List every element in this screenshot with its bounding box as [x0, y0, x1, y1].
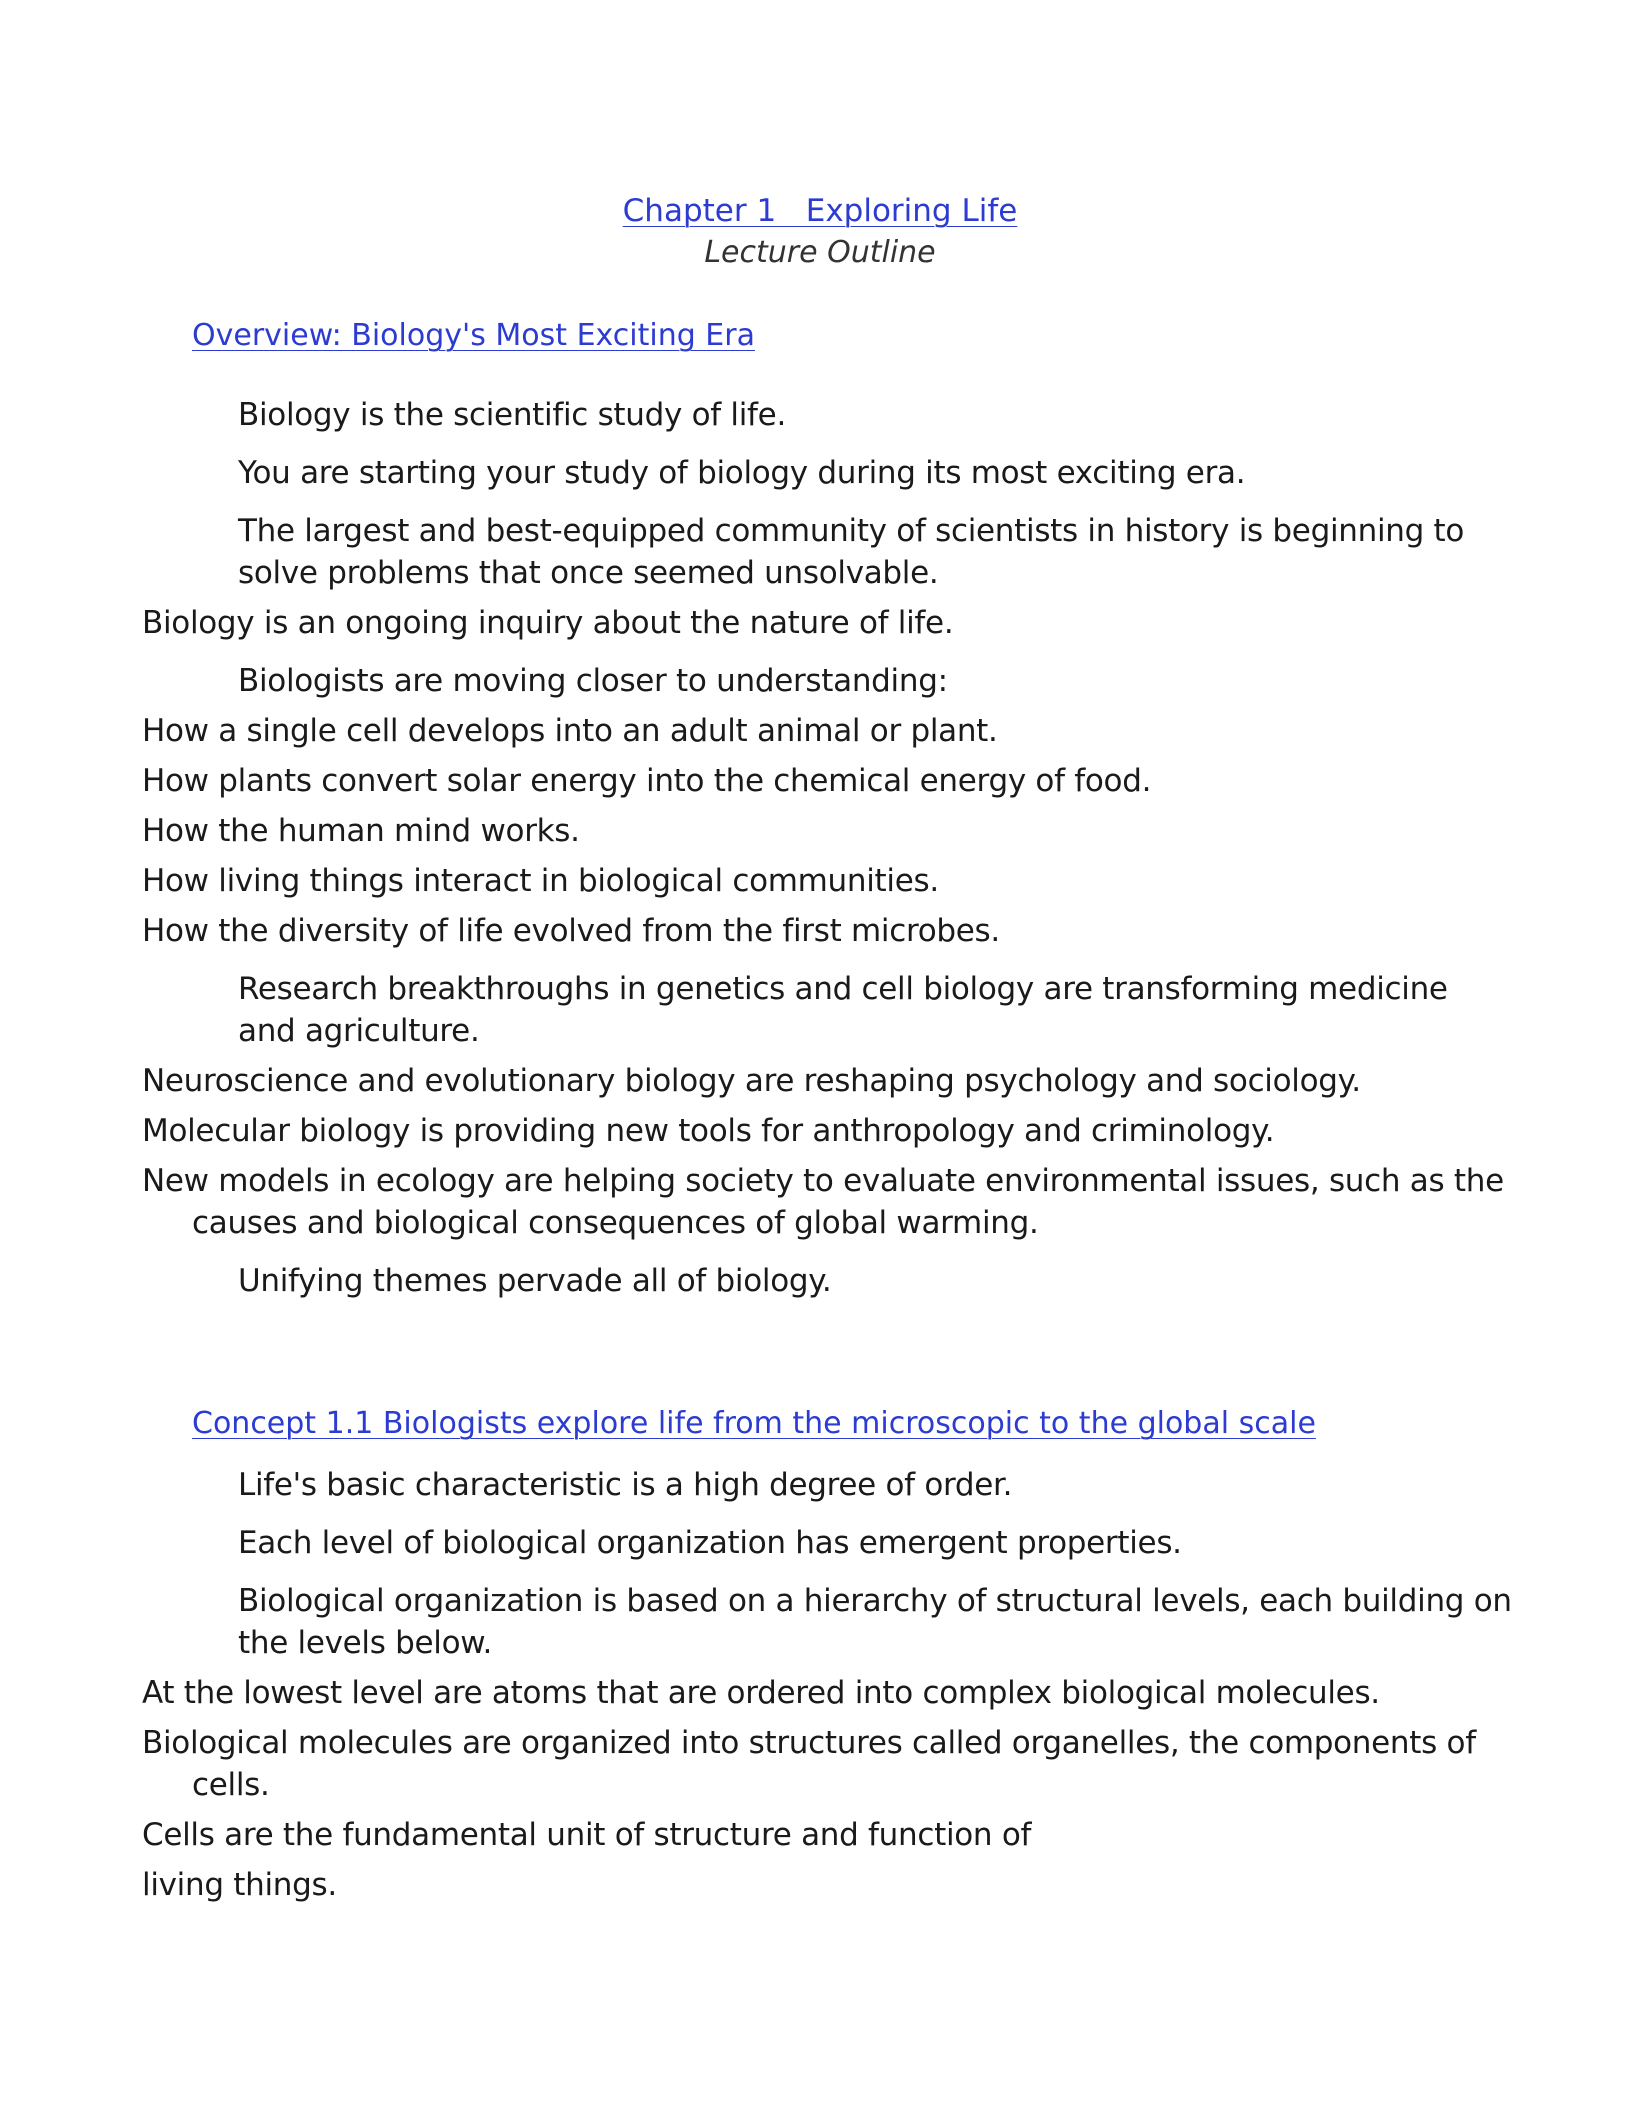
outline-item: Molecular biology is providing new tools for anthropology and criminology. [142, 1113, 1275, 1149]
outline-item: At the lowest level are atoms that are ordered into complex biological molecules. [142, 1675, 1380, 1711]
outline-item: Cells are the fundamental unit of structure and function of [142, 1817, 1032, 1853]
outline-item: causes and biological consequences of global warming. [192, 1205, 1039, 1241]
outline-item: Neuroscience and evolutionary biology are reshaping psychology and sociology. [142, 1063, 1361, 1099]
outline-item: You are starting your study of biology during its most exciting era. [238, 455, 1246, 491]
outline-item: How a single cell develops into an adult animal or plant. [142, 713, 998, 749]
lecture-outline-subtitle: Lecture Outline [704, 235, 936, 270]
outline-item: New models in ecology are helping society to evaluate environmental issues, such as the [142, 1163, 1504, 1199]
outline-item: Biological organization is based on a hierarchy of structural levels, each building on [238, 1583, 1512, 1619]
concept-1-1-heading: Concept 1.1 Biologists explore life from the microscopic to the global scale [192, 1406, 1316, 1441]
chapter-title: Chapter 1 Exploring Life [622, 193, 1018, 229]
outline-item: Biology is an ongoing inquiry about the nature of life. [142, 605, 954, 641]
outline-item: Life's basic characteristic is a high degree of order. [238, 1467, 1013, 1503]
document-title [0, 190, 1640, 274]
outline-item: Biology is the scientific study of life. [238, 397, 786, 433]
outline-item: How plants convert solar energy into the chemical energy of food. [142, 763, 1152, 799]
outline-item: Unifying themes pervade all of biology. [238, 1263, 832, 1299]
outline-item: How the human mind works. [142, 813, 580, 849]
outline-item: Biologists are moving closer to understanding: [238, 663, 948, 699]
outline-item: Biological molecules are organized into structures called organelles, the components of [142, 1725, 1476, 1761]
outline-item: Each level of biological organization has emergent properties. [238, 1525, 1182, 1561]
outline-item: living things. [142, 1867, 337, 1903]
outline-item: solve problems that once seemed unsolvable. [238, 555, 939, 591]
outline-item: The largest and best-equipped community of scientists in history is beginning to [238, 513, 1465, 549]
outline-item: cells. [192, 1767, 270, 1803]
outline-item: the levels below. [238, 1625, 493, 1661]
outline-item: How the diversity of life evolved from the first microbes. [142, 913, 1000, 949]
outline-item: Research breakthroughs in genetics and cell biology are transforming medicine [238, 971, 1448, 1007]
outline-item: and agriculture. [238, 1013, 480, 1049]
overview-heading: Overview: Biology's Most Exciting Era [192, 318, 755, 353]
outline-item: How living things interact in biological communities. [142, 863, 939, 899]
